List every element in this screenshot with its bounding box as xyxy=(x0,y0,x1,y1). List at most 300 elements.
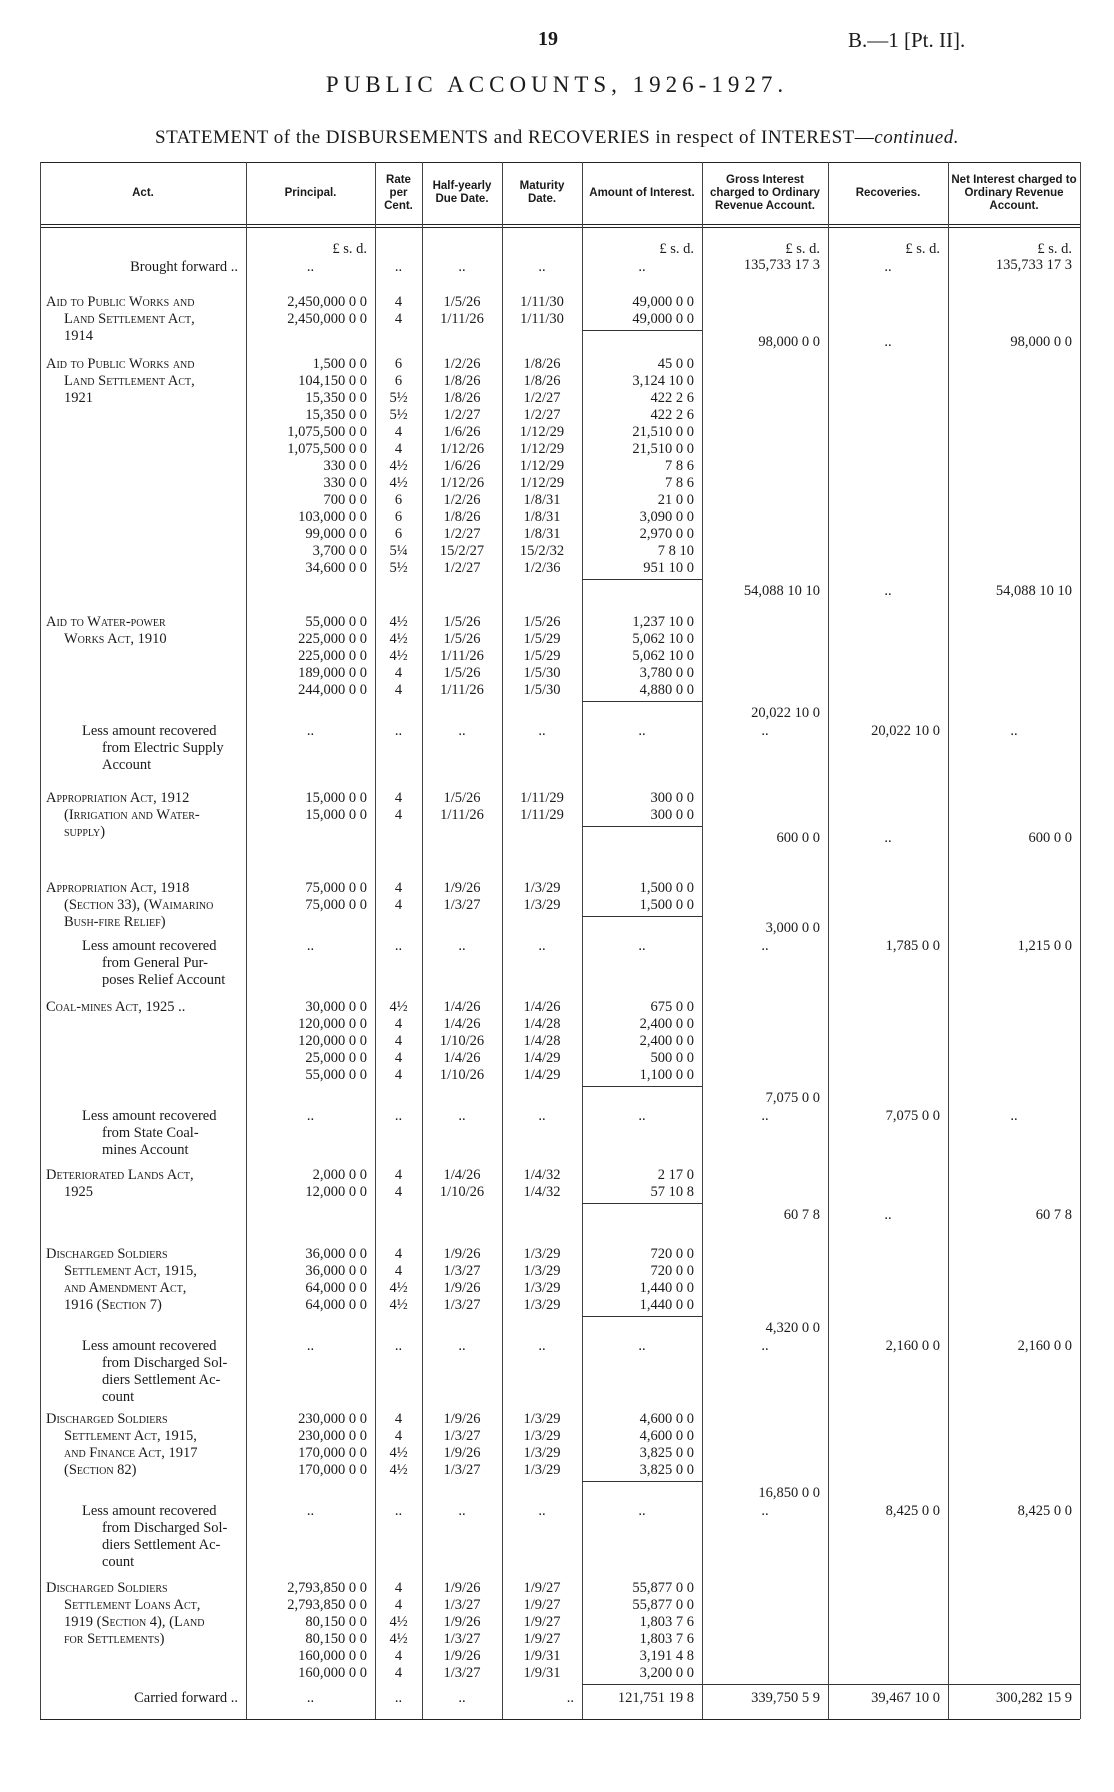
maturity-date-cell: 1/2/27 xyxy=(523,390,561,406)
header-double-rule xyxy=(40,227,1080,228)
column-header-recoveries: Recoveries. xyxy=(855,186,921,199)
act-name: supply) xyxy=(64,824,106,840)
empty-cell: .. xyxy=(306,1108,315,1124)
rate-cell: 4 xyxy=(394,807,403,823)
principal-cell: 230,000 0 0 xyxy=(298,1411,367,1427)
page-number: 19 xyxy=(538,28,558,50)
empty-cell: .. xyxy=(458,1338,466,1354)
act-name: Coal-mines Act, 1925 .. xyxy=(46,999,186,1015)
principal-cell: 225,000 0 0 xyxy=(298,648,367,664)
halfyearly-date-cell: 1/11/26 xyxy=(440,311,484,327)
less-recovered-label: Less amount recovered xyxy=(82,1338,217,1354)
principal-cell: 3,700 0 0 xyxy=(312,543,367,559)
interest-amount-cell: 1,803 7 6 xyxy=(639,1614,694,1630)
subtotal-rule xyxy=(582,330,702,331)
act-name: and Amendment Act, xyxy=(64,1280,187,1296)
halfyearly-date-cell: 1/9/26 xyxy=(443,1445,481,1461)
recoveries-cell: 1,785 0 0 xyxy=(885,938,940,954)
halfyearly-date-cell: 1/3/27 xyxy=(443,1597,481,1613)
halfyearly-date-cell: 1/3/27 xyxy=(443,1263,481,1279)
recoveries-cell: 20,022 10 0 xyxy=(871,723,940,739)
rate-cell: 4 xyxy=(394,897,403,913)
rate-cell: 4½ xyxy=(389,475,408,491)
maturity-date-cell: 1/9/27 xyxy=(523,1580,561,1596)
rate-cell: 4½ xyxy=(389,999,408,1015)
principal-cell: 36,000 0 0 xyxy=(305,1246,367,1262)
interest-amount-cell: 1,500 0 0 xyxy=(639,897,694,913)
carried-forward-rule xyxy=(582,1684,1080,1685)
halfyearly-date-cell: 15/2/27 xyxy=(439,543,485,559)
column-header-net: Net Interest charged to Ordinary Revenue Account. xyxy=(951,173,1077,212)
currency-header: £ s. d. xyxy=(659,241,694,257)
subtotal-rule xyxy=(582,1481,702,1482)
rate-cell: 4 xyxy=(394,665,403,681)
act-name: 1925 xyxy=(64,1184,93,1200)
maturity-date-cell: 1/12/29 xyxy=(519,475,565,491)
interest-amount-cell: 951 10 0 xyxy=(643,560,694,576)
rate-cell: 4 xyxy=(394,311,403,327)
interest-amount-cell: 7 8 10 xyxy=(657,543,694,559)
empty-cell: .. xyxy=(394,1503,403,1519)
net-interest-cell: .. xyxy=(1010,723,1018,739)
halfyearly-date-cell: 1/5/26 xyxy=(443,294,481,310)
rate-cell: 4 xyxy=(394,1184,403,1200)
empty-cell: .. xyxy=(458,1690,466,1706)
net-interest-cell: 2,160 0 0 xyxy=(1017,1338,1072,1354)
interest-amount-cell: 5,062 10 0 xyxy=(632,631,694,647)
column-header-rate: Rate per Cent. xyxy=(384,173,413,212)
maturity-date-cell: 1/11/30 xyxy=(520,294,564,310)
currency-header: £ s. d. xyxy=(1037,241,1072,257)
principal-cell: 15,350 0 0 xyxy=(305,407,367,423)
rate-cell: 4½ xyxy=(389,1297,408,1313)
act-name: Deteriorated Lands Act, xyxy=(46,1167,194,1183)
empty-cell: .. xyxy=(538,1503,546,1519)
recoveries-cell: .. xyxy=(884,1207,892,1223)
recoveries-cell: .. xyxy=(884,830,892,846)
interest-amount-cell: 49,000 0 0 xyxy=(632,311,694,327)
rate-cell: 4 xyxy=(394,880,403,896)
act-name: for Settlements) xyxy=(64,1631,165,1647)
empty-cell: .. xyxy=(458,723,466,739)
empty-cell: .. xyxy=(638,938,646,954)
halfyearly-date-cell: 1/4/26 xyxy=(443,1167,481,1183)
column-header-gross: Gross Interest charged to Ordinary Revenue Account. xyxy=(710,173,820,212)
act-name: (Section 82) xyxy=(64,1462,137,1478)
maturity-date-cell: 1/11/30 xyxy=(520,311,564,327)
principal-cell: 36,000 0 0 xyxy=(305,1263,367,1279)
currency-header: £ s. d. xyxy=(905,241,940,257)
interest-amount-cell: 1,440 0 0 xyxy=(639,1280,694,1296)
empty-cell: .. xyxy=(458,259,466,275)
principal-cell: 2,450,000 0 0 xyxy=(287,294,367,310)
empty-cell: .. xyxy=(306,938,315,954)
halfyearly-date-cell: 1/9/26 xyxy=(443,1648,481,1664)
maturity-date-cell: 1/3/29 xyxy=(523,880,561,896)
page-title: PUBLIC ACCOUNTS, 1926-1927. xyxy=(325,72,789,97)
empty-cell: .. xyxy=(306,1690,315,1706)
maturity-date-cell: 1/8/31 xyxy=(523,526,561,542)
halfyearly-date-cell: 1/10/26 xyxy=(439,1184,485,1200)
principal-cell: 2,000 0 0 xyxy=(312,1167,367,1183)
principal-cell: 15,000 0 0 xyxy=(305,790,367,806)
interest-amount-cell: 2,400 0 0 xyxy=(639,1033,694,1049)
carried-forward-label: Carried forward .. xyxy=(134,1690,238,1706)
column-rule xyxy=(1080,162,1081,1719)
maturity-date-cell: 1/3/29 xyxy=(523,897,561,913)
less-recovered-label: count xyxy=(102,1554,135,1570)
rate-cell: 4 xyxy=(394,441,403,457)
halfyearly-date-cell: 1/11/26 xyxy=(440,648,484,664)
act-name: Aid to Public Works and xyxy=(46,356,195,372)
maturity-date-cell: 1/4/32 xyxy=(523,1184,561,1200)
rate-cell: 6 xyxy=(394,492,403,508)
principal-cell: 170,000 0 0 xyxy=(298,1445,367,1461)
interest-amount-cell: 1,100 0 0 xyxy=(639,1067,694,1083)
interest-amount-cell: 3,825 0 0 xyxy=(639,1462,694,1478)
rate-cell: 4 xyxy=(394,424,403,440)
rate-cell: 4 xyxy=(394,1246,403,1262)
halfyearly-date-cell: 1/3/27 xyxy=(443,1428,481,1444)
interest-amount-cell: 720 0 0 xyxy=(650,1246,694,1262)
maturity-date-cell: 1/8/31 xyxy=(523,492,561,508)
empty-cell: .. xyxy=(538,1338,546,1354)
maturity-date-cell: 1/9/31 xyxy=(523,1665,561,1681)
gross-interest-cell: 60 7 8 xyxy=(783,1207,820,1223)
net-interest-cell: 600 0 0 xyxy=(1028,830,1072,846)
rate-cell: 4 xyxy=(394,1167,403,1183)
principal-cell: 12,000 0 0 xyxy=(305,1184,367,1200)
rate-cell: 5½ xyxy=(389,560,408,576)
interest-amount-cell: 2,400 0 0 xyxy=(639,1016,694,1032)
statement-continued: continued. xyxy=(874,127,959,148)
interest-amount-cell: 1,440 0 0 xyxy=(639,1297,694,1313)
empty-cell: .. xyxy=(306,259,315,275)
maturity-date-cell: 1/4/28 xyxy=(523,1016,561,1032)
rate-cell: 6 xyxy=(394,526,403,542)
maturity-date-cell: 1/2/36 xyxy=(523,560,561,576)
rate-cell: 4½ xyxy=(389,458,408,474)
halfyearly-date-cell: 1/2/27 xyxy=(443,560,481,576)
empty-cell: .. xyxy=(306,723,315,739)
empty-cell: .. xyxy=(761,1338,769,1354)
carried-forward-recoveries: 39,467 10 0 xyxy=(871,1690,940,1706)
interest-amount-cell: 300 0 0 xyxy=(650,790,694,806)
act-name: Settlement Act, 1915, xyxy=(64,1263,197,1279)
maturity-date-cell: 1/4/29 xyxy=(523,1050,561,1066)
rate-cell: 4 xyxy=(394,682,403,698)
document-reference: B.—1 [Pt. II]. xyxy=(848,28,966,52)
interest-amount-cell: 45 0 0 xyxy=(657,356,694,372)
maturity-date-cell: 1/5/30 xyxy=(523,682,561,698)
recoveries-cell: .. xyxy=(884,334,892,350)
empty-cell: .. xyxy=(394,1108,403,1124)
principal-cell: 189,000 0 0 xyxy=(298,665,367,681)
act-name: Works Act, 1910 xyxy=(64,631,167,647)
principal-cell: 64,000 0 0 xyxy=(305,1280,367,1296)
empty-cell: .. xyxy=(638,1503,646,1519)
principal-cell: 120,000 0 0 xyxy=(298,1016,367,1032)
act-name: Appropriation Act, 1918 xyxy=(46,880,190,896)
interest-amount-cell: 21 0 0 xyxy=(657,492,694,508)
interest-amount-cell: 422 2 6 xyxy=(650,407,694,423)
less-recovered-label: count xyxy=(102,1389,135,1405)
empty-cell: .. xyxy=(538,1108,546,1124)
principal-cell: 2,450,000 0 0 xyxy=(287,311,367,327)
currency-header: £ s. d. xyxy=(785,241,820,257)
halfyearly-date-cell: 1/4/26 xyxy=(443,1050,481,1066)
interest-amount-cell: 55,877 0 0 xyxy=(632,1597,694,1613)
principal-cell: 700 0 0 xyxy=(323,492,367,508)
recoveries-cell: 8,425 0 0 xyxy=(885,1503,940,1519)
interest-amount-cell: 720 0 0 xyxy=(650,1263,694,1279)
rate-cell: 4½ xyxy=(389,1631,408,1647)
empty-cell: .. xyxy=(458,1503,466,1519)
less-recovered-label: from State Coal- xyxy=(102,1125,199,1141)
principal-cell: 1,500 0 0 xyxy=(312,356,367,372)
principal-cell: 15,000 0 0 xyxy=(305,807,367,823)
less-recovered-label: Less amount recovered xyxy=(82,1503,217,1519)
maturity-date-cell: 1/9/31 xyxy=(523,1648,561,1664)
less-recovered-label: diers Settlement Ac- xyxy=(102,1537,221,1553)
rate-cell: 4½ xyxy=(389,1445,408,1461)
empty-cell: .. xyxy=(394,259,403,275)
rate-cell: 4½ xyxy=(389,1614,408,1630)
halfyearly-date-cell: 1/6/26 xyxy=(443,458,481,474)
rate-cell: 4 xyxy=(394,1411,403,1427)
halfyearly-date-cell: 1/12/26 xyxy=(439,475,485,491)
halfyearly-date-cell: 1/3/27 xyxy=(443,1631,481,1647)
less-recovered-label: Less amount recovered xyxy=(82,1108,217,1124)
interest-amount-cell: 21,510 0 0 xyxy=(632,424,694,440)
column-rule xyxy=(40,162,41,1719)
empty-cell: .. xyxy=(638,259,646,275)
act-name: Land Settlement Act, xyxy=(64,373,195,389)
maturity-date-cell: 1/11/29 xyxy=(520,790,564,806)
gross-interest-cell: 4,320 0 0 xyxy=(765,1320,820,1336)
halfyearly-date-cell: 1/3/27 xyxy=(443,897,481,913)
less-recovered-label: Account xyxy=(102,757,152,773)
gross-interest-cell: 600 0 0 xyxy=(776,830,820,846)
principal-cell: 64,000 0 0 xyxy=(305,1297,367,1313)
principal-cell: 55,000 0 0 xyxy=(305,1067,367,1083)
act-name: Discharged Soldiers xyxy=(46,1411,168,1427)
principal-cell: 160,000 0 0 xyxy=(298,1665,367,1681)
maturity-date-cell: 1/9/27 xyxy=(523,1597,561,1613)
maturity-date-cell: 1/4/26 xyxy=(523,999,561,1015)
maturity-date-cell: 1/3/29 xyxy=(523,1246,561,1262)
halfyearly-date-cell: 1/9/26 xyxy=(443,1246,481,1262)
halfyearly-date-cell: 1/9/26 xyxy=(443,1580,481,1596)
halfyearly-date-cell: 1/9/26 xyxy=(443,880,481,896)
act-name: Discharged Soldiers xyxy=(46,1246,168,1262)
empty-cell: .. xyxy=(306,1503,315,1519)
principal-cell: 75,000 0 0 xyxy=(305,880,367,896)
less-recovered-label: from Discharged Sol- xyxy=(102,1520,228,1536)
brought-forward-gross: 135,733 17 3 xyxy=(743,257,820,273)
halfyearly-date-cell: 1/9/26 xyxy=(443,1614,481,1630)
maturity-date-cell: 1/4/28 xyxy=(523,1033,561,1049)
subtotal-rule xyxy=(582,916,702,917)
empty-cell: .. xyxy=(394,938,403,954)
column-header-halfyearly: Half-yearly Due Date. xyxy=(432,180,492,205)
less-recovered-label: mines Account xyxy=(102,1142,189,1158)
principal-cell: 170,000 0 0 xyxy=(298,1462,367,1478)
column-header-amount: Amount of Interest. xyxy=(589,186,695,199)
empty-cell: .. xyxy=(306,1338,315,1354)
act-name: Aid to Water-power xyxy=(46,614,166,630)
rate-cell: 4½ xyxy=(389,1280,408,1296)
empty-cell: .. xyxy=(394,723,403,739)
gross-interest-cell: 16,850 0 0 xyxy=(758,1485,820,1501)
empty-cell: .. xyxy=(761,938,769,954)
empty-cell: .. xyxy=(394,1690,403,1706)
act-name: and Finance Act, 1917 xyxy=(64,1445,198,1461)
less-recovered-label: diers Settlement Ac- xyxy=(102,1372,221,1388)
maturity-date-cell: 1/5/29 xyxy=(523,631,561,647)
brought-forward-net: 135,733 17 3 xyxy=(995,257,1072,273)
less-recovered-label: from Electric Supply xyxy=(102,740,224,756)
maturity-date-cell: 1/12/29 xyxy=(519,441,565,457)
currency-header: £ s. d. xyxy=(332,241,367,257)
halfyearly-date-cell: 1/9/26 xyxy=(443,1411,481,1427)
halfyearly-date-cell: 1/5/26 xyxy=(443,631,481,647)
empty-cell: .. xyxy=(566,1690,574,1706)
principal-cell: 75,000 0 0 xyxy=(305,897,367,913)
maturity-date-cell: 1/3/29 xyxy=(523,1411,561,1427)
interest-amount-cell: 3,124 10 0 xyxy=(632,373,694,389)
maturity-date-cell: 1/3/29 xyxy=(523,1428,561,1444)
subtotal-rule xyxy=(582,1086,702,1087)
maturity-date-cell: 1/12/29 xyxy=(519,458,565,474)
maturity-date-cell: 1/4/29 xyxy=(523,1067,561,1083)
subtotal-rule xyxy=(582,701,702,702)
principal-cell: 225,000 0 0 xyxy=(298,631,367,647)
interest-amount-cell: 2,970 0 0 xyxy=(639,526,694,542)
column-header-principal: Principal. xyxy=(284,186,337,199)
interest-amount-cell: 3,780 0 0 xyxy=(639,665,694,681)
act-name: Land Settlement Act, xyxy=(64,311,195,327)
rate-cell: 6 xyxy=(394,373,403,389)
halfyearly-date-cell: 1/10/26 xyxy=(439,1067,485,1083)
rate-cell: 4½ xyxy=(389,1462,408,1478)
net-interest-cell: 60 7 8 xyxy=(1035,1207,1072,1223)
less-recovered-label: Less amount recovered xyxy=(82,723,217,739)
act-name: 1916 (Section 7) xyxy=(64,1297,162,1313)
principal-cell: 160,000 0 0 xyxy=(298,1648,367,1664)
empty-cell: .. xyxy=(458,1108,466,1124)
interest-amount-cell: 1,237 10 0 xyxy=(632,614,694,630)
halfyearly-date-cell: 1/3/27 xyxy=(443,1297,481,1313)
gross-interest-cell: 54,088 10 10 xyxy=(743,583,820,599)
rate-cell: 5¼ xyxy=(389,543,408,559)
act-name: Appropriation Act, 1912 xyxy=(46,790,190,806)
maturity-date-cell: 1/5/29 xyxy=(523,648,561,664)
interest-amount-cell: 49,000 0 0 xyxy=(632,294,694,310)
gross-interest-cell: 98,000 0 0 xyxy=(758,334,820,350)
carried-forward-gross: 339,750 5 9 xyxy=(751,1690,820,1706)
maturity-date-cell: 1/3/29 xyxy=(523,1280,561,1296)
halfyearly-date-cell: 1/3/27 xyxy=(443,1462,481,1478)
interest-amount-cell: 55,877 0 0 xyxy=(632,1580,694,1596)
halfyearly-date-cell: 1/5/26 xyxy=(443,665,481,681)
act-name: 1914 xyxy=(64,328,93,344)
less-recovered-label: from General Pur- xyxy=(102,955,209,971)
empty-cell: .. xyxy=(458,938,466,954)
empty-cell: .. xyxy=(761,723,769,739)
principal-cell: 80,150 0 0 xyxy=(305,1614,367,1630)
rate-cell: 6 xyxy=(394,509,403,525)
principal-cell: 55,000 0 0 xyxy=(305,614,367,630)
recoveries-cell: 7,075 0 0 xyxy=(885,1108,940,1124)
interest-amount-cell: 7 8 6 xyxy=(665,475,694,491)
rate-cell: 4½ xyxy=(389,631,408,647)
maturity-date-cell: 1/8/26 xyxy=(523,373,561,389)
subtotal-rule xyxy=(582,579,702,580)
act-name: Settlement Loans Act, xyxy=(64,1597,201,1613)
interest-amount-cell: 3,191 4 8 xyxy=(639,1648,694,1664)
act-name: 1919 (Section 4), (Land xyxy=(64,1614,205,1630)
maturity-date-cell: 1/2/27 xyxy=(523,407,561,423)
interest-amount-cell: 4,600 0 0 xyxy=(639,1411,694,1427)
principal-cell: 330 0 0 xyxy=(323,475,367,491)
act-name: (Section 33), (Waimarino xyxy=(64,897,214,913)
principal-cell: 330 0 0 xyxy=(323,458,367,474)
statement-main: STATEMENT of the DISBURSEMENTS and RECOVERIES in respect of INTEREST— xyxy=(155,127,875,148)
rate-cell: 5½ xyxy=(389,407,408,423)
column-header-maturity: Maturity Date. xyxy=(519,180,565,205)
halfyearly-date-cell: 1/4/26 xyxy=(443,1016,481,1032)
halfyearly-date-cell: 1/2/26 xyxy=(443,492,481,508)
interest-amount-cell: 7 8 6 xyxy=(665,458,694,474)
column-header-act: Act. xyxy=(132,186,154,199)
interest-amount-cell: 4,880 0 0 xyxy=(639,682,694,698)
rate-cell: 4 xyxy=(394,1016,403,1032)
subtotal-rule xyxy=(582,826,702,827)
interest-amount-cell: 422 2 6 xyxy=(650,390,694,406)
halfyearly-date-cell: 1/5/26 xyxy=(443,614,481,630)
rate-cell: 5½ xyxy=(389,390,408,406)
interest-amount-cell: 3,200 0 0 xyxy=(639,1665,694,1681)
empty-cell: .. xyxy=(638,1108,646,1124)
halfyearly-date-cell: 1/2/27 xyxy=(443,407,481,423)
interest-amount-cell: 3,825 0 0 xyxy=(639,1445,694,1461)
maturity-date-cell: 1/9/27 xyxy=(523,1631,561,1647)
maturity-date-cell: 15/2/32 xyxy=(519,543,565,559)
halfyearly-date-cell: 1/8/26 xyxy=(443,390,481,406)
act-name: 1921 xyxy=(64,390,93,406)
principal-cell: 103,000 0 0 xyxy=(298,509,367,525)
principal-cell: 1,075,500 0 0 xyxy=(287,441,367,457)
act-name: Bush-fire Relief) xyxy=(64,914,166,930)
halfyearly-date-cell: 1/3/27 xyxy=(443,1665,481,1681)
principal-cell: 99,000 0 0 xyxy=(305,526,367,542)
maturity-date-cell: 1/9/27 xyxy=(523,1614,561,1630)
interest-amount-cell: 3,090 0 0 xyxy=(639,509,694,525)
interest-amount-cell: 57 10 8 xyxy=(650,1184,694,1200)
halfyearly-date-cell: 1/9/26 xyxy=(443,1280,481,1296)
empty-cell: .. xyxy=(761,1108,769,1124)
principal-cell: 244,000 0 0 xyxy=(298,682,367,698)
header-bottom-rule xyxy=(40,224,1080,225)
halfyearly-date-cell: 1/8/26 xyxy=(443,509,481,525)
recoveries-cell: .. xyxy=(884,583,892,599)
subtotal-rule xyxy=(582,1316,702,1317)
less-recovered-label: poses Relief Account xyxy=(102,972,226,988)
act-name: (Irrigation and Water- xyxy=(64,807,200,823)
principal-cell: 2,793,850 0 0 xyxy=(287,1597,367,1613)
halfyearly-date-cell: 1/12/26 xyxy=(439,441,485,457)
